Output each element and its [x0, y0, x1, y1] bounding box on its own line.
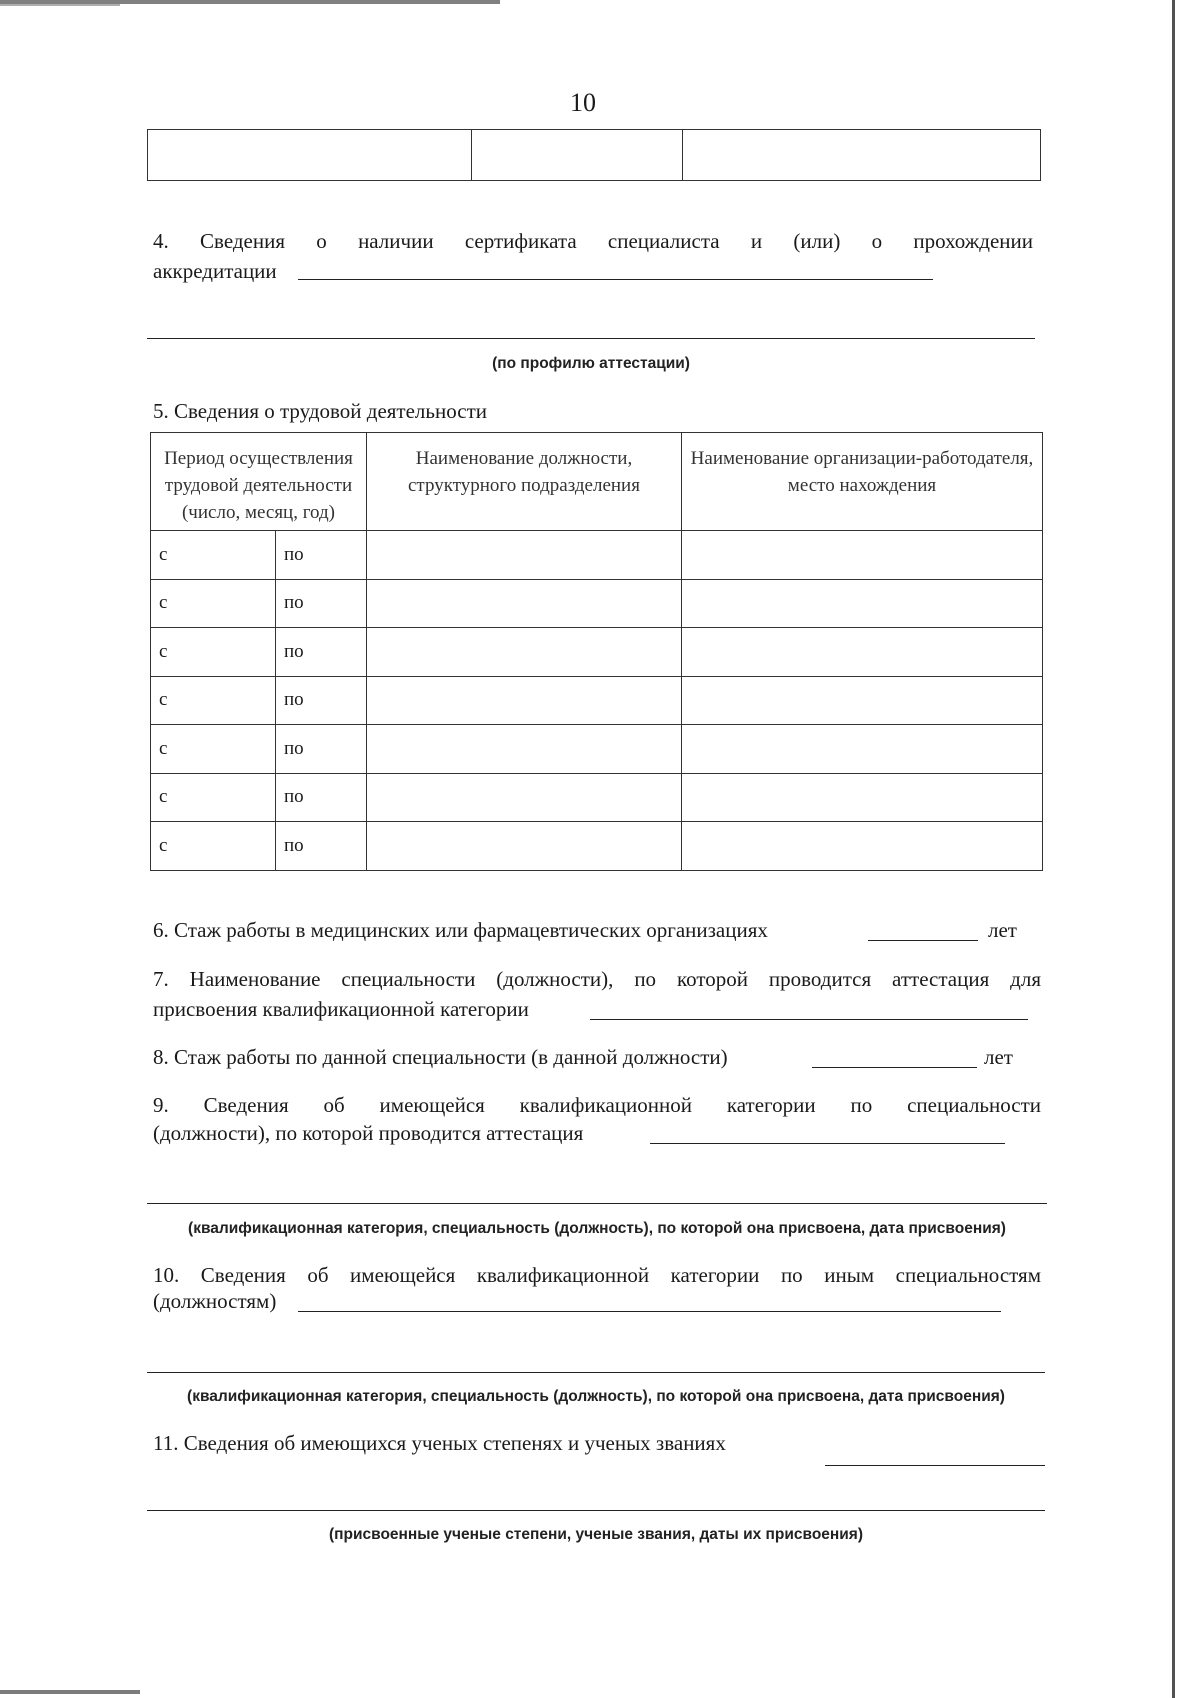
top-table-cell-2[interactable]: [472, 130, 683, 181]
section8-label: 8. Стаж работы по данной специальности (в данной должности): [153, 1045, 728, 1069]
section4-fill-line-2[interactable]: [147, 338, 1035, 339]
table-row: [151, 579, 1043, 628]
section7-line2: присвоения квалификационной категории: [153, 997, 529, 1021]
cell-from[interactable]: с: [151, 725, 276, 774]
top-table-cell-3[interactable]: [683, 130, 1041, 181]
header-position: Наименование должности, структурного подразделения: [366, 433, 681, 531]
cell-to[interactable]: по: [276, 579, 367, 628]
section9-fill-line-2[interactable]: [147, 1203, 1047, 1204]
section4-fill-line-1[interactable]: [298, 279, 933, 280]
section7-line1: 7. Наименование специальности (должности), по которой проводится аттестация для: [153, 967, 1041, 991]
table-row: [151, 822, 1043, 871]
cell-from[interactable]: с: [151, 628, 276, 677]
top-continuation-table: [147, 129, 1041, 181]
header-employer: Наименование организации-работодателя, место нахождения: [681, 433, 1042, 531]
cell-to[interactable]: по: [276, 822, 367, 871]
cell-to[interactable]: по: [276, 725, 367, 774]
section10-fill-line-1[interactable]: [298, 1311, 1001, 1312]
cell-position[interactable]: [366, 628, 681, 677]
cell-from[interactable]: с: [151, 676, 276, 725]
cell-to[interactable]: по: [276, 773, 367, 822]
top-table-cell-1[interactable]: [148, 130, 472, 181]
section6-label: 6. Стаж работы в медицинских или фармацевтических организациях: [153, 918, 768, 942]
section6-unit: лет: [988, 918, 1017, 942]
cell-position[interactable]: [366, 579, 681, 628]
header-period: Период осуществления трудовой деятельности (число, месяц, год): [151, 433, 367, 531]
section4-line1: 4. Сведения о наличии сертификата специалиста и (или) о прохождении: [153, 229, 1033, 253]
scan-edge-top-2: [0, 4, 120, 6]
cell-position[interactable]: [366, 822, 681, 871]
cell-to[interactable]: по: [276, 628, 367, 677]
cell-position[interactable]: [366, 725, 681, 774]
section11-label: 11. Сведения об имеющихся ученых степенях и ученых званиях: [153, 1431, 726, 1455]
section10-line1: 10. Сведения об имеющейся квалификационной категории по иным специальностям: [153, 1263, 1041, 1287]
section10-line2: (должностям): [153, 1289, 277, 1313]
cell-from[interactable]: с: [151, 773, 276, 822]
cell-position[interactable]: [366, 531, 681, 580]
cell-employer[interactable]: [681, 531, 1042, 580]
section9-caption: (квалификационная категория, специальность (должность), по которой она присвоена, дата присвоения): [188, 1220, 1006, 1237]
cell-from[interactable]: с: [151, 822, 276, 871]
section8-fill-line[interactable]: [812, 1067, 977, 1068]
scan-edge-bottom: [0, 1690, 140, 1694]
section7-fill-line[interactable]: [590, 1019, 1028, 1020]
section4-line2: аккредитации: [153, 259, 277, 283]
section11-fill-line-1[interactable]: [825, 1465, 1045, 1466]
table-row: [151, 676, 1043, 725]
section9-fill-line-1[interactable]: [650, 1143, 1005, 1144]
section11-caption: (присвоенные ученые степени, ученые звания, даты их присвоения): [328, 1526, 864, 1543]
cell-from[interactable]: с: [151, 531, 276, 580]
cell-from[interactable]: с: [151, 579, 276, 628]
cell-position[interactable]: [366, 773, 681, 822]
employment-table: [150, 432, 1043, 871]
table-row: [151, 773, 1043, 822]
page-number: 10: [570, 88, 596, 117]
section5-title: 5. Сведения о трудовой деятельности: [153, 399, 487, 423]
section9-line1: 9. Сведения об имеющейся квалификационной категории по специальности: [153, 1093, 1041, 1117]
section4-caption: (по профилю аттестации): [492, 355, 690, 372]
section10-fill-line-2[interactable]: [147, 1372, 1045, 1373]
table-row: [151, 628, 1043, 677]
cell-to[interactable]: по: [276, 676, 367, 725]
section9-line2: (должности), по которой проводится аттестация: [153, 1121, 584, 1145]
cell-employer[interactable]: [681, 822, 1042, 871]
cell-employer[interactable]: [681, 773, 1042, 822]
cell-to[interactable]: по: [276, 531, 367, 580]
table-row: [151, 531, 1043, 580]
cell-employer[interactable]: [681, 725, 1042, 774]
scan-edge-right: [1172, 0, 1175, 1698]
cell-employer[interactable]: [681, 676, 1042, 725]
table-row: [151, 725, 1043, 774]
section10-caption: (квалификационная категория, специальность (должность), по которой она присвоена, дата присвоения): [187, 1388, 1005, 1405]
cell-employer[interactable]: [681, 628, 1042, 677]
section6-fill-line[interactable]: [868, 940, 978, 941]
cell-employer[interactable]: [681, 579, 1042, 628]
section11-fill-line-2[interactable]: [147, 1510, 1045, 1511]
section8-unit: лет: [984, 1045, 1013, 1069]
cell-position[interactable]: [366, 676, 681, 725]
